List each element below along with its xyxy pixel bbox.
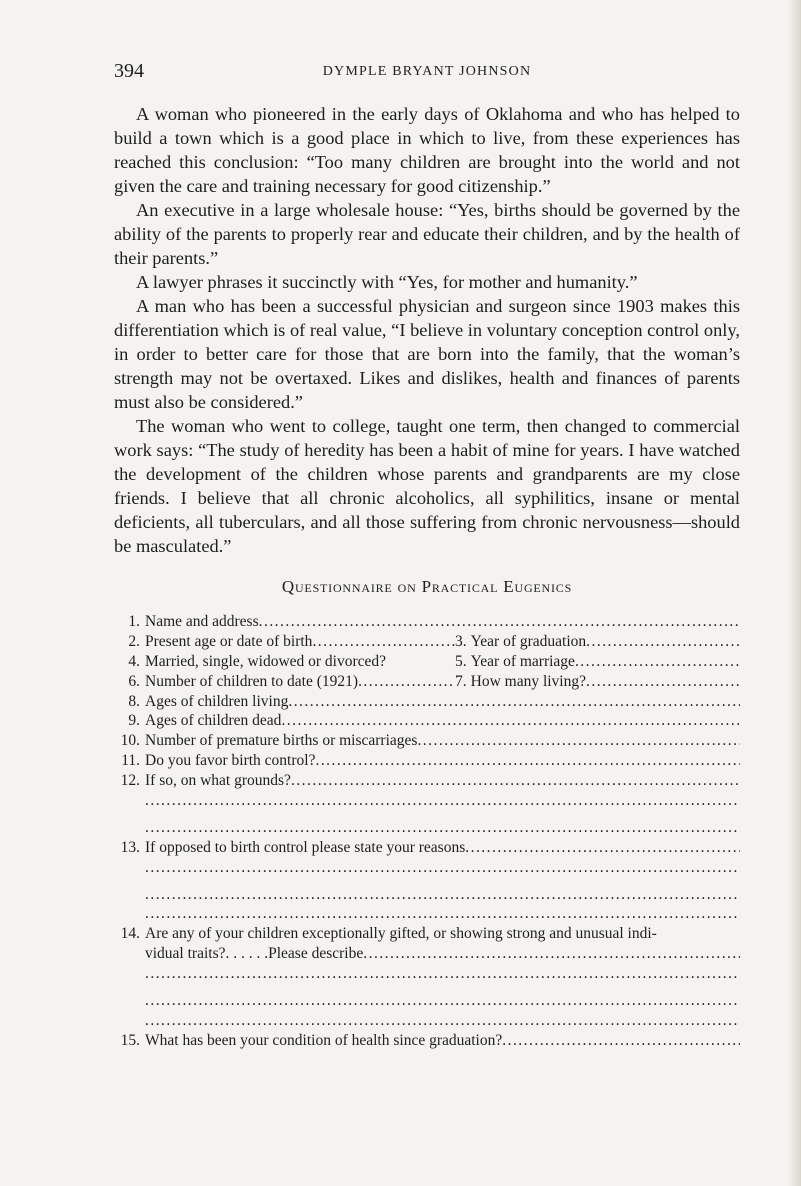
answer-line[interactable] <box>114 791 740 811</box>
question-row <box>114 652 740 672</box>
answer-blank[interactable] <box>575 652 740 672</box>
question-number: 3. <box>455 632 467 650</box>
answer-blank[interactable] <box>145 791 740 811</box>
question-row <box>114 771 740 791</box>
paragraph-lawyer: A lawyer phrases it succinctly with “Yes, for mother and humanity.” <box>136 272 638 292</box>
question-text: vidual traits? <box>145 945 226 963</box>
answer-blank[interactable] <box>145 964 740 984</box>
questionnaire-title: Questionnaire on Practical Eugenics <box>281 577 573 596</box>
question-number: 1. <box>128 613 140 630</box>
question-number: 15. <box>120 1031 140 1049</box>
question-text: Ages of children dead <box>145 712 282 730</box>
question-row <box>114 612 740 632</box>
question-text: Name and address <box>145 613 259 630</box>
question-text: Year of marriage <box>470 652 575 670</box>
answer-blank[interactable] <box>312 632 455 652</box>
page-header <box>114 60 740 90</box>
question-text: What has been your condition of health since graduation? <box>145 1031 503 1049</box>
running-head: DYMPLE BRYANT JOHNSON <box>322 64 532 79</box>
answer-blank-short[interactable]: . . . . . . <box>225 945 269 963</box>
question-number: 10. <box>120 732 140 750</box>
question-number: 11. <box>121 752 140 770</box>
question-text: If opposed to birth control please state your reasons <box>145 838 466 856</box>
question-row <box>114 711 740 731</box>
page-edge-shadow <box>787 0 801 1186</box>
question-number: 12. <box>120 772 140 790</box>
question-text: Married, single, widowed or divorced? <box>145 652 387 670</box>
question-row-continued <box>114 944 740 964</box>
answer-blank[interactable] <box>145 818 740 838</box>
answer-blank[interactable] <box>586 672 740 692</box>
answer-line[interactable] <box>114 858 740 878</box>
question-row <box>114 1031 740 1051</box>
answer-blank[interactable] <box>291 771 740 791</box>
answer-line[interactable] <box>114 991 740 1011</box>
question-row <box>114 731 740 751</box>
question-text: Present age or date of birth <box>145 632 313 650</box>
question-row <box>114 751 740 771</box>
answer-line[interactable] <box>114 964 740 984</box>
answer-blank[interactable] <box>288 692 740 712</box>
question-text: Are any of your children exceptionally gifted, or showing strong and unusual indi- <box>145 925 657 943</box>
paragraph-pioneer-woman: A woman who pioneered in the early days of Oklahoma and who has helped to build a town which is a good place in which to live, from these experiences has reached this conclusion: “Too many children are brought into the world and not given the care and training necessary for good citizenship.” <box>114 104 740 196</box>
question-text: Year of graduation <box>470 632 587 650</box>
question-number: 5. <box>455 652 467 670</box>
answer-blank[interactable] <box>358 672 455 692</box>
answer-blank[interactable] <box>465 838 740 858</box>
question-number: 6. <box>128 672 140 690</box>
answer-blank[interactable] <box>145 991 740 1011</box>
question-text: Number of children to date (1921) <box>145 672 359 690</box>
question-number: 8. <box>128 692 140 710</box>
question-text: Please describe <box>268 945 364 963</box>
answer-blank[interactable] <box>281 711 740 731</box>
question-text: If so, on what grounds? <box>145 772 291 790</box>
answer-line[interactable] <box>114 1011 740 1031</box>
questionnaire-form <box>114 612 740 1051</box>
question-number: 14. <box>120 925 140 943</box>
question-number: 13. <box>120 838 140 856</box>
paragraph-teacher: The woman who went to college, taught one term, then changed to commercial work says: “The study of heredity has been a habit of mine for years. I have watched the development of the children whose parents and grandparents are my close friends. I believe that all chronic alcoholics, all syphilitics, insane or mental deficients, all tuberculars, and all those suffering from chronic nervousness—should be masculated.” <box>114 416 740 556</box>
answer-blank[interactable] <box>145 1011 740 1031</box>
answer-line[interactable] <box>114 818 740 838</box>
answer-blank[interactable] <box>315 751 740 771</box>
question-text: Number of premature births or miscarriages <box>145 732 418 750</box>
paragraph-physician: A man who has been a successful physician and surgeon since 1903 makes this differentiation which is of real value, “I believe in voluntary conception control only, in order to better care for those that are born into the family, that the woman’s strength may not be overtaxed. Likes and dislikes, health and finances of parents must also be considered.” <box>114 296 740 412</box>
answer-blank[interactable] <box>145 858 740 878</box>
answer-blank[interactable] <box>586 632 740 652</box>
answer-blank[interactable] <box>259 612 740 632</box>
question-text: How many living? <box>470 672 586 690</box>
answer-line[interactable] <box>114 904 740 924</box>
answer-blank[interactable] <box>417 731 740 751</box>
paragraph-executive: An executive in a large wholesale house: “Yes, births should be governed by the ability of the parents to properly rear and educate their children, and by the health of their parents.” <box>114 200 740 268</box>
question-number: 4. <box>128 652 140 670</box>
question-row <box>114 672 740 692</box>
answer-blank[interactable] <box>145 904 740 924</box>
question-row <box>114 924 740 944</box>
answer-line[interactable] <box>114 885 740 905</box>
question-text: Do you favor birth control? <box>145 752 316 770</box>
answer-blank[interactable] <box>502 1031 740 1051</box>
question-number: 9. <box>128 712 140 730</box>
question-row <box>114 692 740 712</box>
question-row <box>114 632 740 652</box>
answer-blank[interactable] <box>363 944 740 964</box>
answer-blank[interactable] <box>145 885 740 905</box>
question-number: 2. <box>128 632 140 650</box>
question-text: Ages of children living <box>145 692 289 710</box>
question-row <box>114 838 740 858</box>
page-number: 394 <box>114 60 144 82</box>
question-number: 7. <box>455 672 467 690</box>
body-text <box>114 102 740 558</box>
